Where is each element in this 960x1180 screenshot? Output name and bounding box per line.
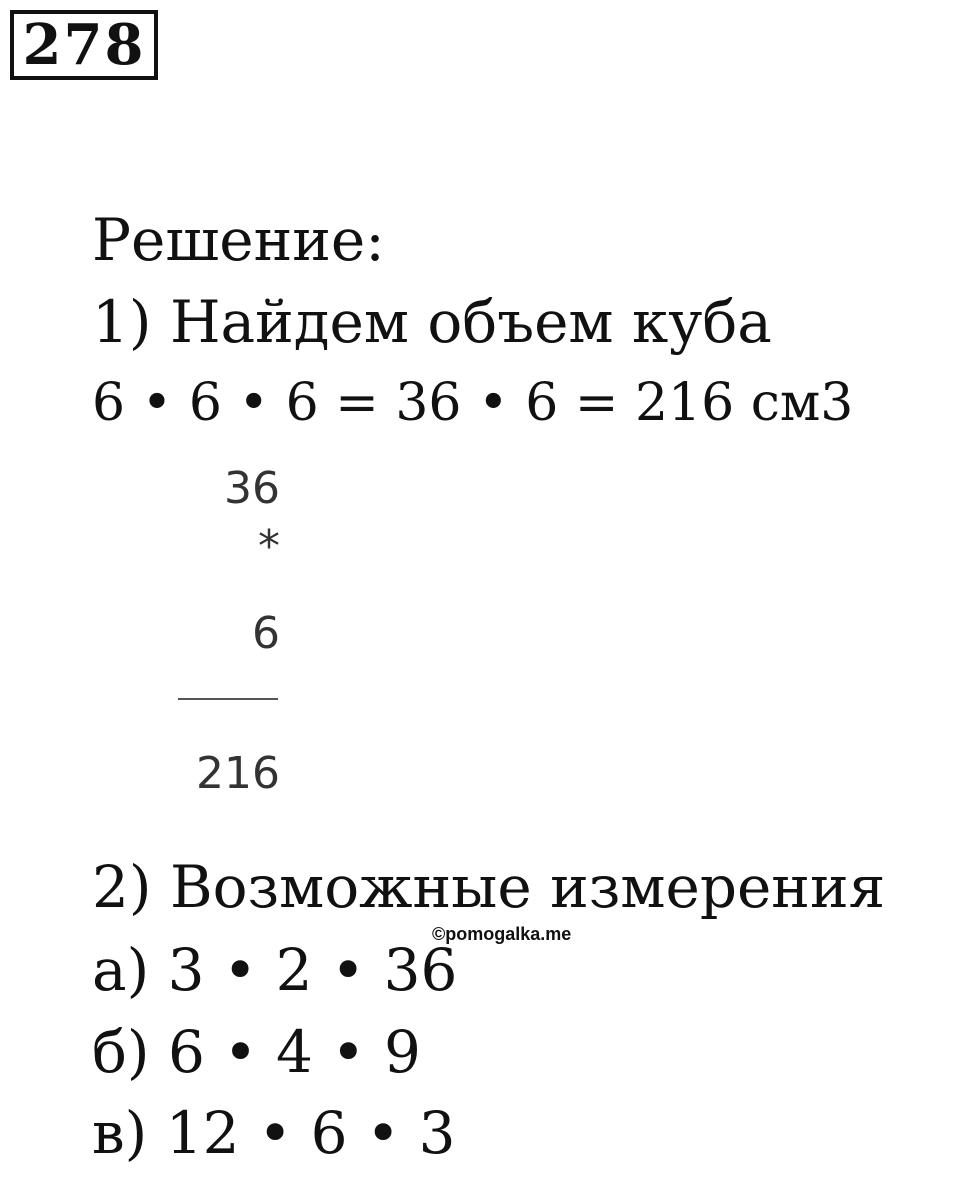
multiplication-result: 216 bbox=[196, 748, 280, 799]
multiply-operator: * bbox=[258, 521, 280, 572]
result-divider-line bbox=[178, 698, 278, 700]
multiplier: 6 bbox=[252, 608, 280, 659]
multiplicand: 36 bbox=[224, 463, 280, 514]
watermark: ©pomogalka.me bbox=[432, 924, 572, 944]
problem-number: 278 bbox=[22, 12, 146, 78]
step-2-title: 2) Возможные измерения bbox=[92, 853, 886, 921]
step-1-title: 1) Найдем объем куба bbox=[92, 288, 772, 356]
option-c: в) 12 • 6 • 3 bbox=[92, 1099, 456, 1167]
option-a: а) 3 • 2 • 36 bbox=[92, 936, 458, 1004]
option-b: б) 6 • 4 • 9 bbox=[92, 1018, 421, 1086]
solution-heading: Решение: bbox=[92, 206, 385, 274]
cube-volume-calculation: 6 • 6 • 6 = 36 • 6 = 216 см3 bbox=[92, 373, 854, 433]
problem-number-box bbox=[10, 10, 158, 80]
